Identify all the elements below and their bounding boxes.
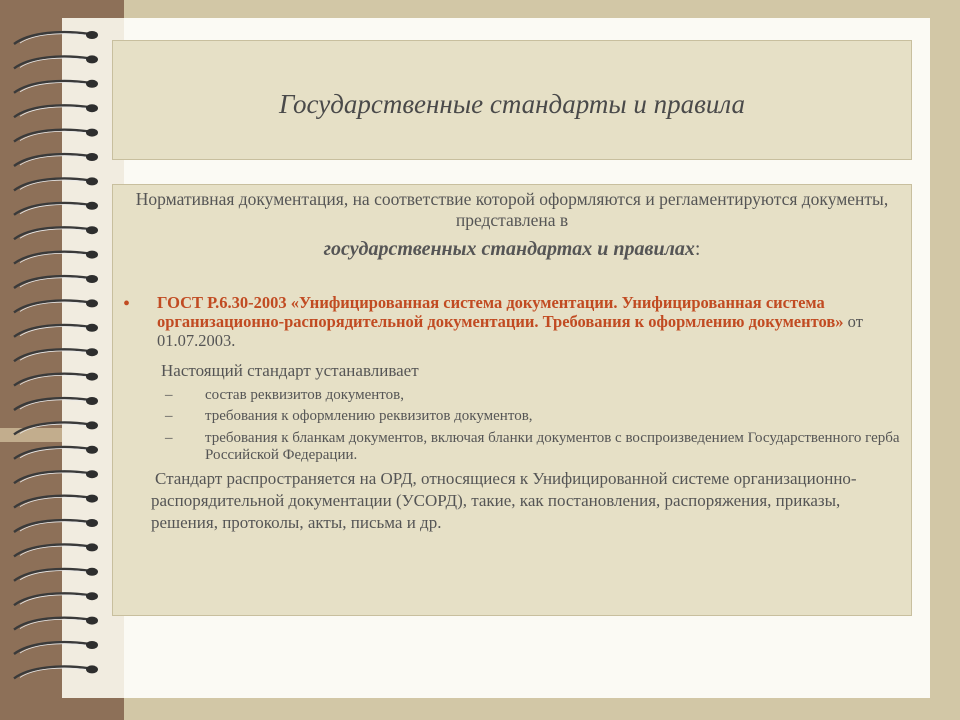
gost-reference — [157, 293, 897, 350]
establishes-text: Настоящий стандарт устанавливает — [161, 361, 419, 380]
slide-title: Государственные стандарты и правила — [279, 89, 745, 119]
list-item-text: требования к бланкам документов, включая бланки документов с воспроизведением Государственного герба Российской Федерации. — [205, 430, 900, 463]
list-item-text: состав реквизитов документов, — [205, 387, 404, 403]
list-item-text: требования к оформлению реквизитов документов, — [205, 408, 533, 424]
intro-emphasis: государственных стандартах и правилах — [323, 238, 695, 260]
dash-icon: – — [165, 430, 173, 446]
dash-icon: – — [165, 387, 173, 403]
gost-title: ГОСТ Р.6.30-2003 «Унифицированная система документации. Унифицированная система организационно-распорядительной документации. Требования к оформлению документов» — [157, 293, 844, 331]
gost-date: от 01.07.2003. — [157, 312, 863, 350]
scope-text: Стандарт распространяется на ОРД, относящиеся к Унифицированной системе организационно-распорядительной документации (УСОРД), такие, как постановления, распоряжения, приказы, решения, протоколы, акты, письма и др. — [151, 469, 857, 532]
intro-text: Нормативная документация, на соответствие которой оформляются и регламентируются документы, представлена в — [135, 189, 889, 230]
intro-emphasis-line — [113, 238, 911, 261]
dash-icon: – — [165, 408, 173, 424]
spiral-binding-icon — [0, 0, 124, 720]
bullet-icon: • — [123, 293, 131, 315]
intro-colon: : — [694, 238, 701, 260]
content-panel — [112, 184, 912, 616]
title-panel — [112, 40, 912, 160]
